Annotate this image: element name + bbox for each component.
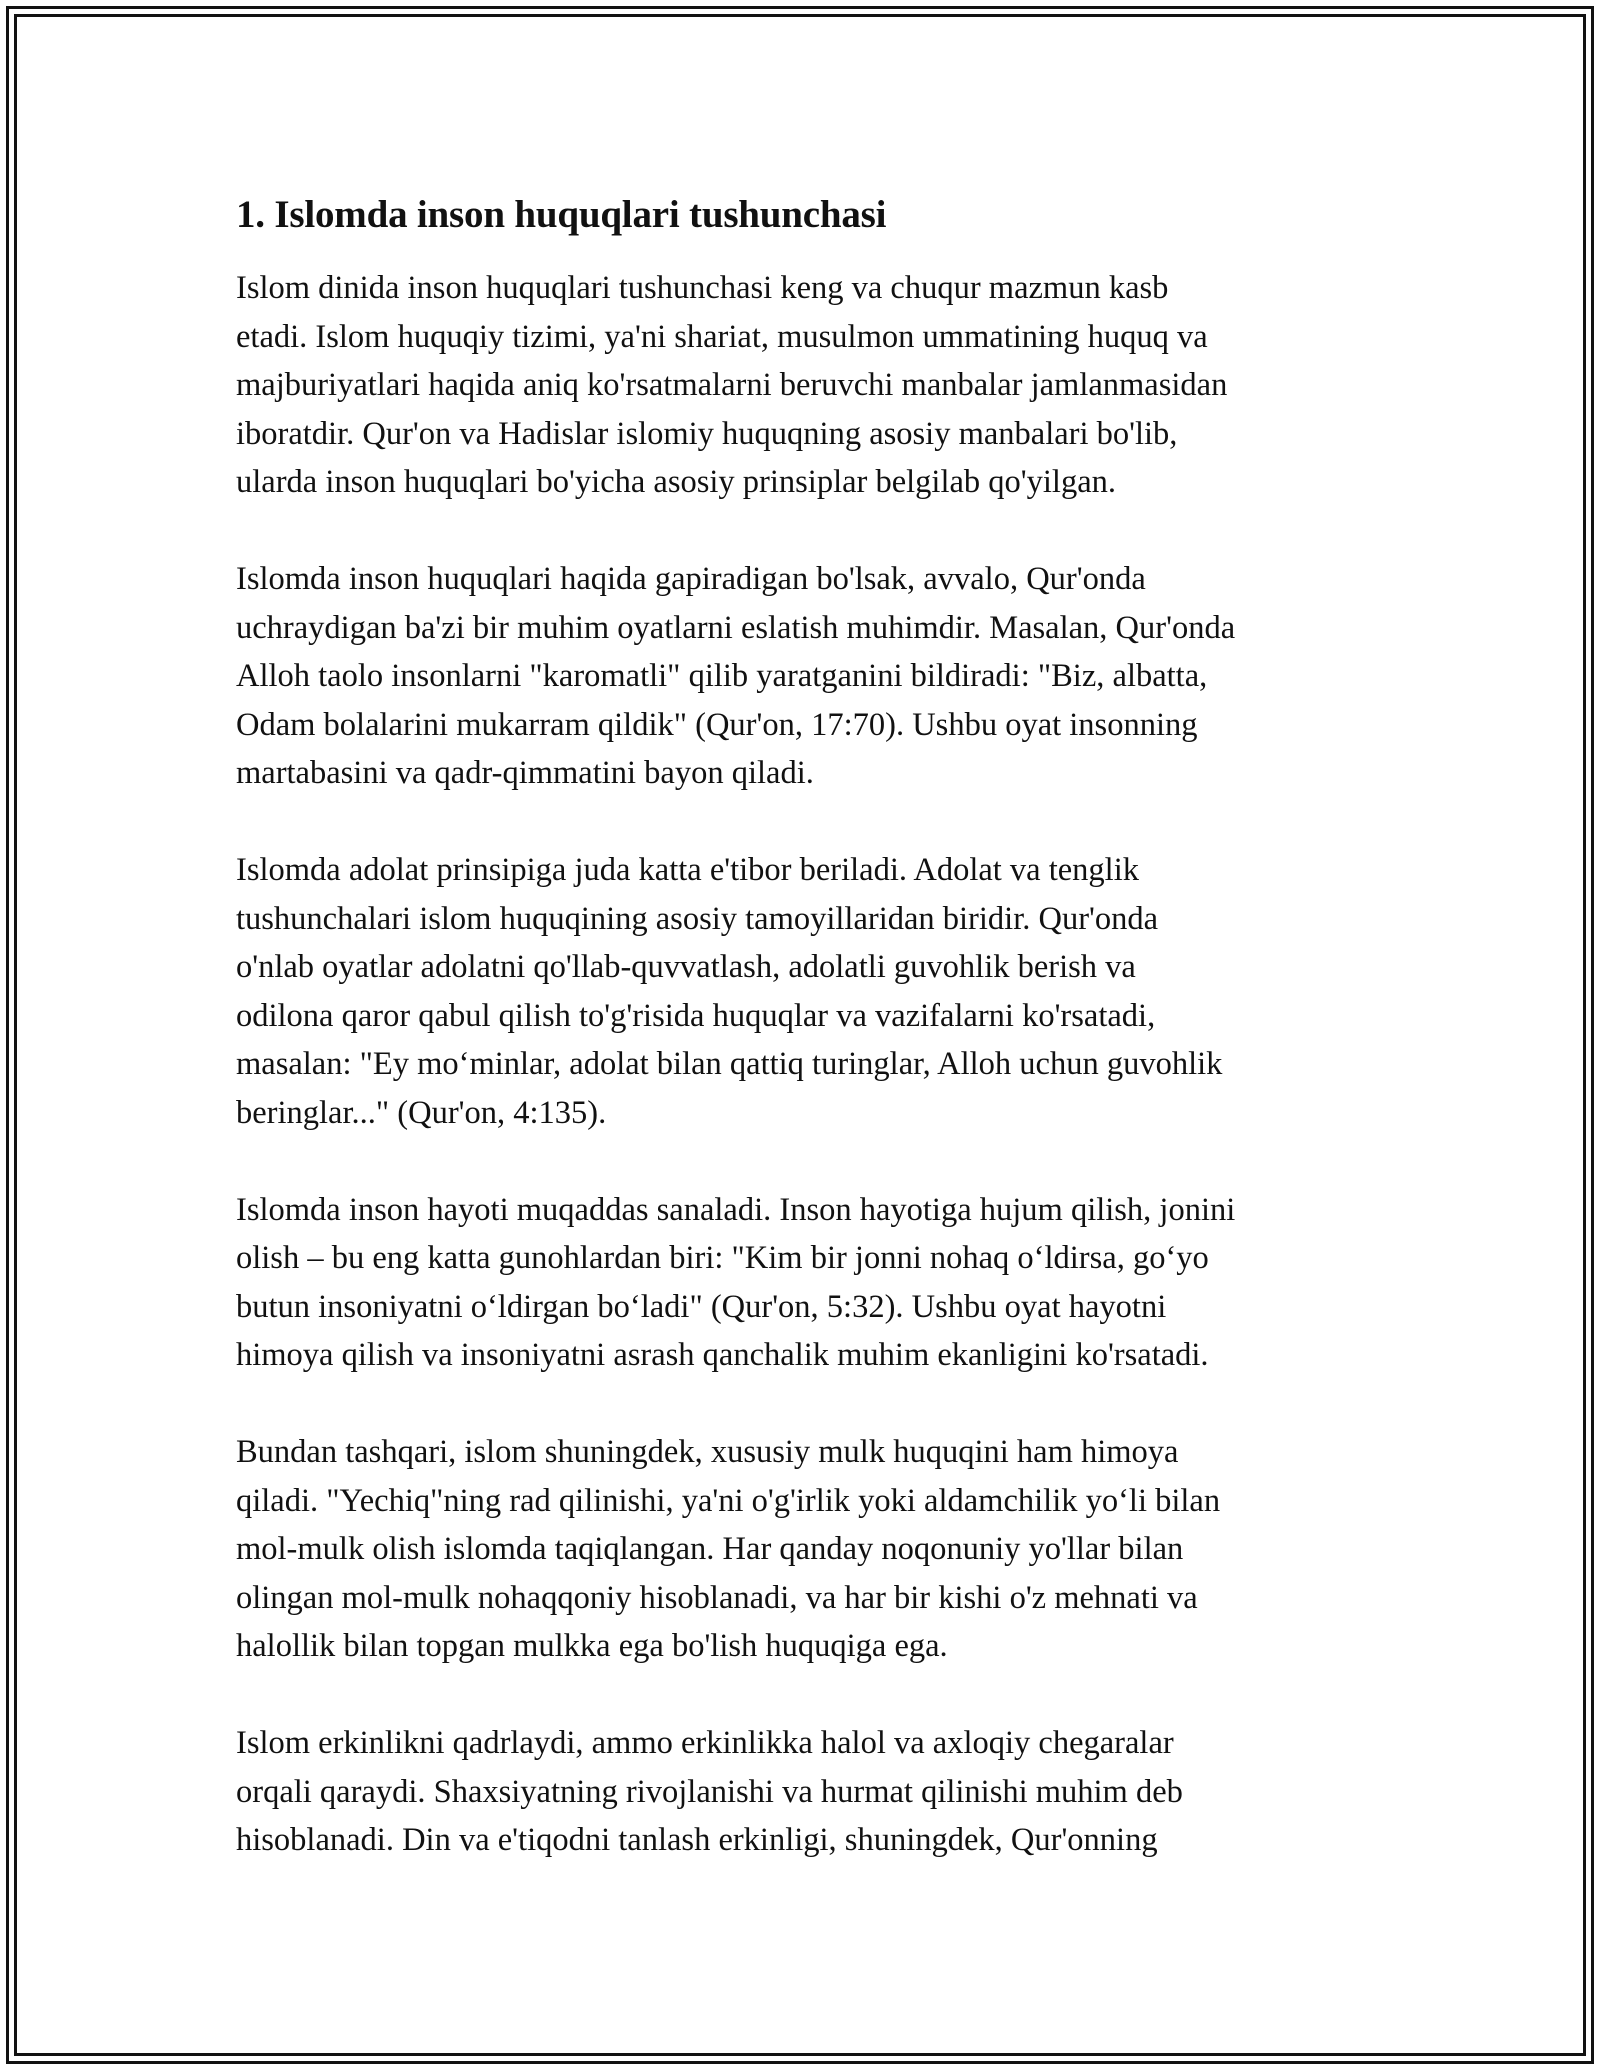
text-line: masalan: "Ey mo‘minlar, adolat bilan qattiq turinglar, Alloh uchun guvohlik	[236, 1046, 1223, 1082]
paragraph-1	[236, 264, 1376, 507]
paragraph-4	[236, 1186, 1376, 1380]
text-line: Islomda inson huquqlari haqida gapiradigan bo'lsak, avvalo, Qur'onda	[236, 561, 1146, 597]
text-line: beringlar..." (Qur'on, 4:135).	[236, 1094, 607, 1131]
document-body	[236, 182, 1376, 1913]
text-line: Islomda inson hayoti muqaddas sanaladi. Inson hayotiga hujum qilish, jonini	[236, 1191, 1236, 1228]
text-line: Bundan tashqari, islom shuningdek, xususiy mulk huquqini ham himoya	[236, 1434, 1179, 1470]
text-line: martabasini va qadr-qimmatini bayon qiladi.	[236, 755, 814, 791]
text-line: Islom dinida inson huquqlari tushunchasi keng va chuqur mazmun kasb	[236, 270, 1169, 306]
paragraph-6	[236, 1719, 1376, 1865]
text-line: majburiyatlari haqida aniq ko'rsatmalarni beruvchi manbalar jamlanmasidan	[236, 367, 1228, 403]
paragraph-2	[236, 555, 1376, 798]
text-line: hisoblanadi. Din va e'tiqodni tanlash erkinligi, shuningdek, Qur'onning	[236, 1822, 1158, 1858]
paragraph-3	[236, 846, 1376, 1137]
paragraph-5	[236, 1428, 1376, 1671]
text-line: himoya qilish va insoniyatni asrash qanchalik muhim ekanligini ko'rsatadi.	[236, 1337, 1209, 1373]
text-line: odilona qaror qabul qilish to'g'risida huquqlar va vazifalarni ko'rsatadi,	[236, 997, 1156, 1034]
text-line: Alloh taolo insonlarni "karomatli" qilib yaratganini bildiradi: "Biz, albatta,	[236, 658, 1208, 694]
text-line: tushunchalari islom huquqining asosiy tamoyillaridan biridir. Qur'onda	[236, 900, 1159, 937]
text-line: orqali qaraydi. Shaxsiyatning rivojlanishi va hurmat qilinishi muhim deb	[236, 1773, 1183, 1810]
text-line: uchraydigan ba'zi bir muhim oyatlarni eslatish muhimdir. Masalan, Qur'onda	[236, 609, 1236, 646]
text-line: iboratdir. Qur'on va Hadislar islomiy huquqning asosiy manbalari bo'lib,	[236, 415, 1178, 452]
text-line: qiladi. "Yechiq"ning rad qilinishi, ya'ni o'g'irlik yoki aldamchilik yo‘li bilan	[236, 1482, 1221, 1519]
text-line: Odam bolalarini mukarram qildik" (Qur'on, 17:70). Ushbu oyat insonning	[236, 706, 1198, 743]
text-line: o'nlab oyatlar adolatni qo'llab-quvvatlash, adolatli guvohlik berish va	[236, 949, 1136, 985]
text-line: ularda inson huquqlari bo'yicha asosiy prinsiplar belgilab qo'yilgan.	[236, 464, 1117, 500]
text-line: olingan mol-mulk nohaqqoniy hisoblanadi, va har bir kishi o'z mehnati va	[236, 1579, 1198, 1616]
text-line: Islomda adolat prinsipiga juda katta e'tibor beriladi. Adolat va tenglik	[236, 852, 1139, 888]
text-line: butun insoniyatni o‘ldirgan bo‘ladi" (Qur'on, 5:32). Ushbu oyat hayotni	[236, 1288, 1167, 1325]
text-line: mol-mulk olish islomda taqiqlangan. Har qanday noqonuniy yo'llar bilan	[236, 1531, 1184, 1567]
text-line: etadi. Islom huquqiy tizimi, ya'ni shariat, musulmon ummatining huquq va	[236, 318, 1208, 355]
text-line: halollik bilan topgan mulkka ega bo'lish huquqiga ega.	[236, 1628, 948, 1664]
text-line: Islom erkinlikni qadrlaydi, ammo erkinlikka halol va axloqiy chegaralar	[236, 1725, 1174, 1761]
section-heading: 1. Islomda inson huquqlari tushunchasi	[236, 193, 887, 236]
text-line: olish – bu eng katta gunohlardan biri: "Kim bir jonni nohaq o‘ldirsa, go‘yo	[236, 1240, 1209, 1276]
